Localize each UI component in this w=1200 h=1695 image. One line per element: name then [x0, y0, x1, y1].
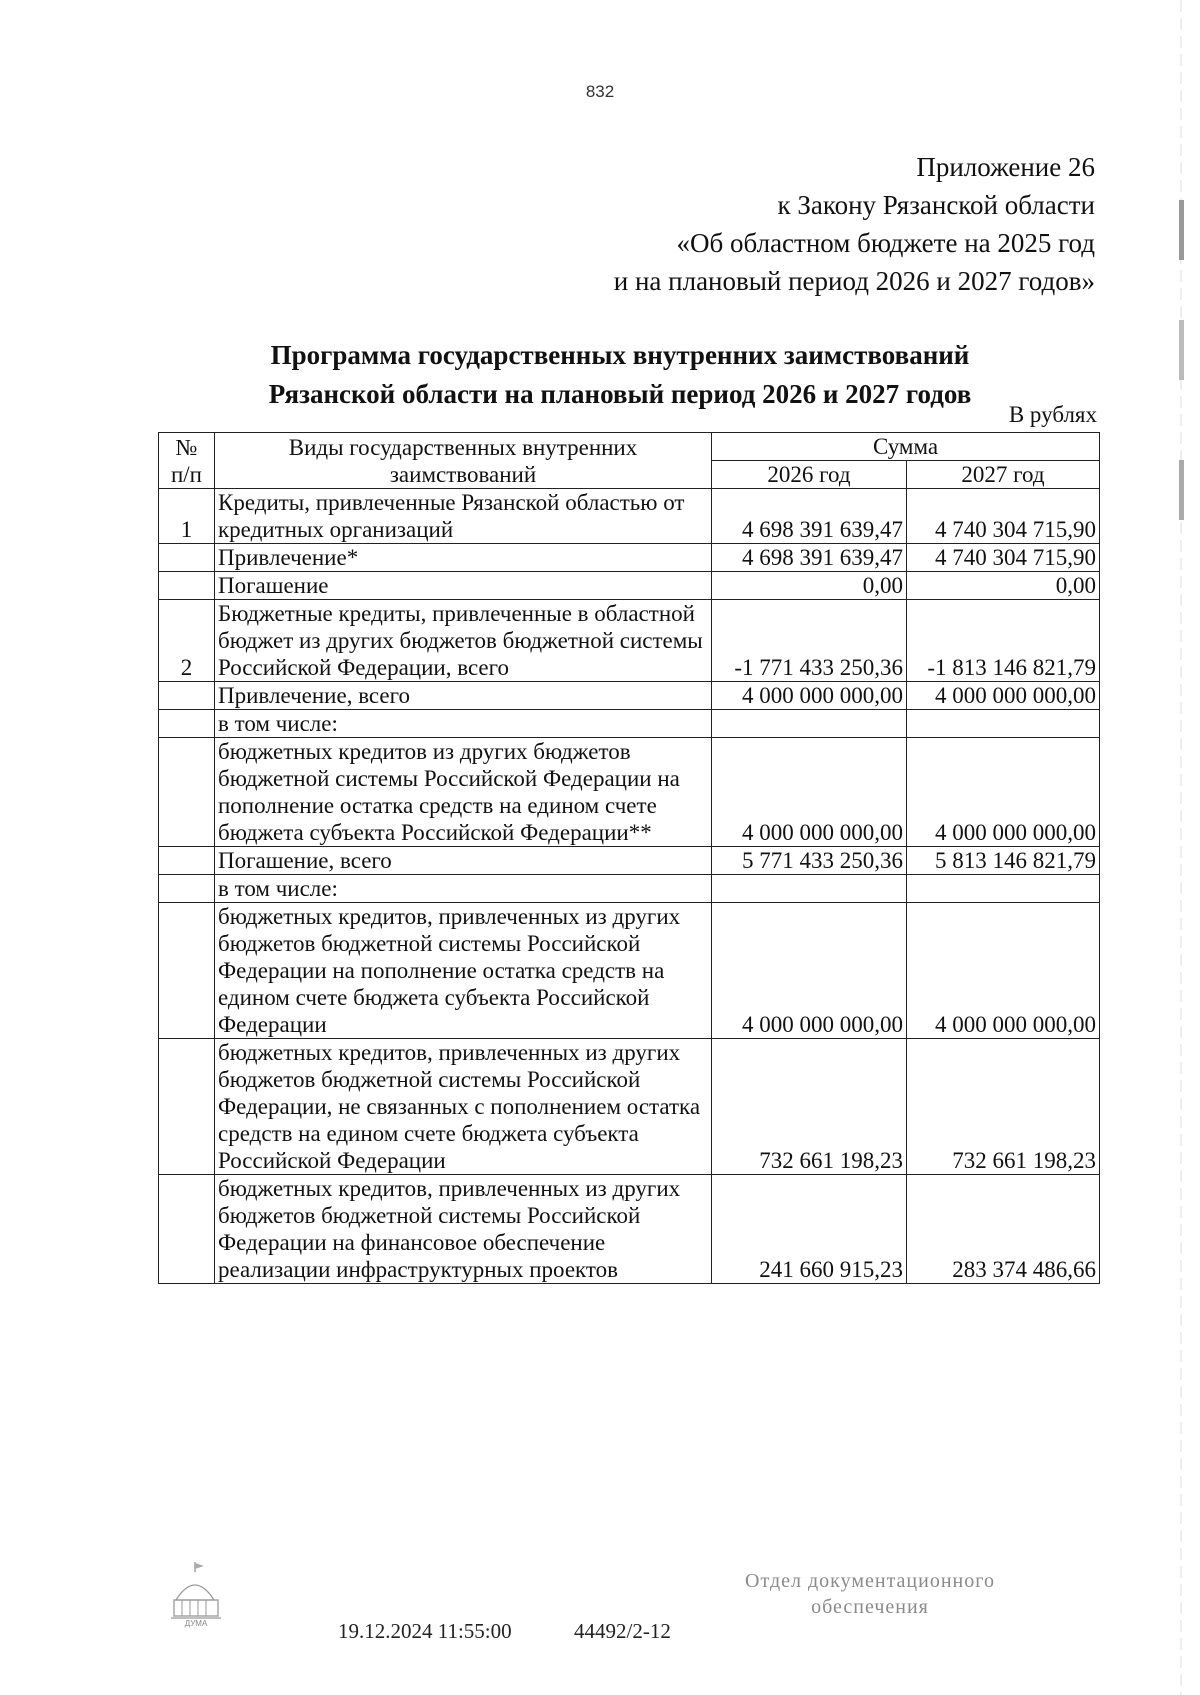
row-number: [159, 710, 215, 738]
amount-2027: 4 000 000 000,00: [907, 903, 1100, 1039]
amount-2027: 4 000 000 000,00: [907, 738, 1100, 847]
row-name: Бюджетные кредиты, привлеченные в областной бюджет из других бюджетов бюджетной системы Российской Федерации, всего: [215, 600, 712, 682]
row-name: бюджетных кредитов, привлеченных из других бюджетов бюджетной системы Российской Федерации на пополнение остатка средств на едином счете бюджета субъекта Российской Федерации: [215, 903, 712, 1039]
table-row: [159, 847, 1100, 875]
amount-2027: [907, 710, 1100, 738]
logo-text: ДУМА: [184, 1619, 208, 1628]
table-row: [159, 875, 1100, 903]
row-name: Погашение: [215, 572, 712, 600]
table-row: [159, 489, 1100, 544]
appendix-line-1: Приложение 26: [916, 152, 1095, 182]
amount-2026: 4 000 000 000,00: [712, 738, 907, 847]
department-stamp: [700, 1568, 1040, 1620]
amount-2026: [712, 710, 907, 738]
header-year-2026: 2026 год: [712, 461, 907, 489]
amount-2027: 4 000 000 000,00: [907, 682, 1100, 710]
amount-2026: 4 000 000 000,00: [712, 682, 907, 710]
amount-2027: -1 813 146 821,79: [907, 600, 1100, 682]
row-number: [159, 544, 215, 572]
amount-2026: 241 660 915,23: [712, 1175, 907, 1284]
amount-2026: -1 771 433 250,36: [712, 600, 907, 682]
appendix-header: [614, 148, 1095, 300]
amount-2027: 4 740 304 715,90: [907, 544, 1100, 572]
amount-2027: 283 374 486,66: [907, 1175, 1100, 1284]
amount-2027: 0,00: [907, 572, 1100, 600]
row-name: в том числе:: [215, 710, 712, 738]
row-number: [159, 1175, 215, 1284]
footer-doc-number: 44492/2-12: [574, 1619, 671, 1643]
header-kind: [215, 433, 712, 489]
appendix-line-4: и на плановый период 2026 и 2027 годов»: [613, 266, 1095, 296]
table-row: [159, 1039, 1100, 1175]
row-number: [159, 738, 215, 847]
page-number: 832: [585, 82, 615, 101]
row-number: [159, 847, 215, 875]
row-number: [159, 1039, 215, 1175]
amount-2027: 732 661 198,23: [907, 1039, 1100, 1175]
amount-2026: 732 661 198,23: [712, 1039, 907, 1175]
units-label: В рублях: [1008, 402, 1097, 427]
row-number: [159, 875, 215, 903]
row-name: бюджетных кредитов, привлеченных из других бюджетов бюджетной системы Российской Федерации, не связанных с пополнением остатка средств на едином счете бюджета субъекта Российской Федерации: [215, 1039, 712, 1175]
header-year-2027: 2027 год: [907, 461, 1100, 489]
row-name: Погашение, всего: [215, 847, 712, 875]
row-number: [159, 903, 215, 1039]
amount-2027: [907, 875, 1100, 903]
amount-2026: 0,00: [712, 572, 907, 600]
footer-date: 19.12.2024 11:55:00: [338, 1619, 512, 1643]
table-row: [159, 572, 1100, 600]
appendix-line-2: к Закону Рязанской области: [777, 190, 1095, 220]
stamp-line-1: Отдел документационного: [745, 1570, 995, 1592]
table-row: [159, 738, 1100, 847]
stamp-line-2: обеспечения: [811, 1596, 929, 1618]
row-name: Привлечение*: [215, 544, 712, 572]
duma-logo-icon: [168, 1560, 230, 1630]
table-row: [159, 1175, 1100, 1284]
amount-2026: 5 771 433 250,36: [712, 847, 907, 875]
amount-2027: 5 813 146 821,79: [907, 847, 1100, 875]
amount-2026: 4 698 391 639,47: [712, 544, 907, 572]
header-num: [159, 433, 215, 489]
borrowing-table: [158, 432, 1100, 1284]
document-title: [160, 336, 1080, 414]
row-number: [159, 572, 215, 600]
header-kind-text: Виды государственных внутренних заимствований: [288, 434, 638, 487]
table-row: [159, 903, 1100, 1039]
table-row: [159, 600, 1100, 682]
amount-2027: 4 740 304 715,90: [907, 489, 1100, 544]
row-name: бюджетных кредитов, привлеченных из других бюджетов бюджетной системы Российской Федерации на финансовое обеспечение реализации инфраструктурных проектов: [215, 1175, 712, 1284]
row-number: 1: [159, 489, 215, 544]
scan-edge-marks: [1176, 0, 1186, 1695]
header-sum: Сумма: [712, 433, 1100, 461]
row-number: [159, 682, 215, 710]
table-body: [159, 489, 1100, 1284]
title-line-1: Программа государственных внутренних заимствований: [270, 340, 970, 370]
row-name: в том числе:: [215, 875, 712, 903]
table-row: [159, 682, 1100, 710]
row-name: Кредиты, привлеченные Рязанской областью от кредитных организаций: [215, 489, 712, 544]
appendix-line-3: «Об областном бюджете на 2025 год: [676, 228, 1095, 258]
title-line-2: Рязанской области на плановый период 2026 и 2027 годов: [268, 379, 972, 409]
header-num-text: № п/п: [170, 434, 202, 487]
row-name: Привлечение, всего: [215, 682, 712, 710]
amount-2026: 4 698 391 639,47: [712, 489, 907, 544]
table-row: [159, 710, 1100, 738]
row-name: бюджетных кредитов из других бюджетов бюджетной системы Российской Федерации на пополнение остатка средств на едином счете бюджета субъекта Российской Федерации**: [215, 738, 712, 847]
amount-2026: [712, 875, 907, 903]
amount-2026: 4 000 000 000,00: [712, 903, 907, 1039]
row-number: 2: [159, 600, 215, 682]
table-row: [159, 544, 1100, 572]
